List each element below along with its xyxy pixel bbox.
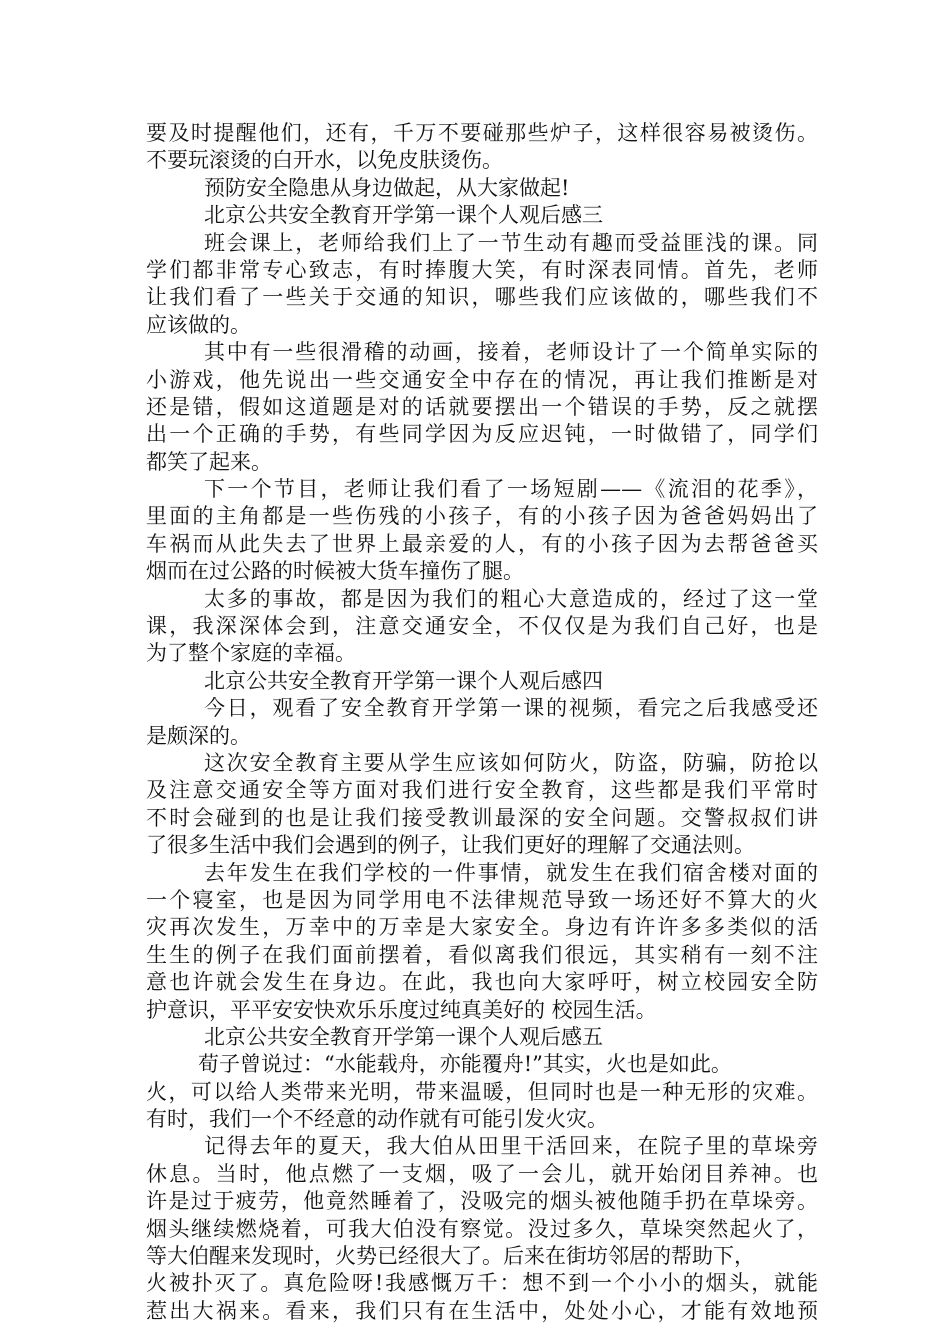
text-line: 里面的主角都是一些伤残的小孩子，有的小孩子因为爸爸妈妈出了 <box>146 504 818 529</box>
text-line: 学们都非常专心致志，有时捧腹大笑，有时深表同情。首先，老师 <box>146 257 818 282</box>
text-line: 不要玩滚烫的白开水，以免皮肤烫伤。 <box>146 148 503 173</box>
text-line: 惹出大祸来。看来，我们只有在生活中，处处小心，才能有效地预 <box>146 1298 818 1323</box>
text-line: 有时，我们一个不经意的动作就有可能引发火灾。 <box>146 1107 608 1132</box>
text-line: 不时会碰到的也是让我们接受教训最深的安全问题。交警叔叔们讲 <box>146 805 818 830</box>
text-line: 烟而在过公路的时候被大货车撞伤了腿。 <box>146 559 524 584</box>
text-line: 都笑了起来。 <box>146 449 272 474</box>
text-line: 班会课上，老师给我们上了一节生动有趣而受益匪浅的课。同 <box>204 230 818 255</box>
text-line: 荀子曾说过：“水能载舟，亦能覆舟!”其实，火也是如此。 <box>198 1052 732 1077</box>
text-line: 课，我深深体会到，注意交通安全，不仅仅是为我们自己好，也是 <box>146 614 818 639</box>
text-line: 要及时提醒他们，还有，千万不要碰那些炉子，这样很容易被烫伤。 <box>146 121 818 145</box>
text-line: 休息。当时，他点燃了一支烟，吸了一会儿，就开始闭目养神。也 <box>146 1161 818 1186</box>
text-line: 是颇深的。 <box>146 723 251 748</box>
text-line: 预防安全隐患从身边做起，从大家做起! <box>204 175 570 200</box>
text-line: 为了整个家庭的幸福。 <box>146 641 356 666</box>
text-line: 去年发生在我们学校的一件事情，就发生在我们宿舍楼对面的 <box>204 860 818 885</box>
text-line: 火，可以给人类带来光明，带来温暖，但同时也是一种无形的灾难。 <box>146 1079 818 1104</box>
text-line: 及注意交通安全等方面对我们进行安全教育，这些都是我们平常时 <box>146 778 818 803</box>
text-line: 应该做的。 <box>146 312 251 337</box>
text-line: 车祸而从此失去了世界上最亲爱的人，有的小孩子因为去帮爸爸买 <box>146 531 818 556</box>
text-line: 记得去年的夏天，我大伯从田里干活回来，在院子里的草垛旁 <box>204 1134 818 1159</box>
section-heading: 北京公共安全教育开学第一课个人观后感三 <box>204 203 603 228</box>
text-line: 今日，观看了安全教育开学第一课的视频，看完之后我感受还 <box>204 696 818 721</box>
text-line: 许是过于疲劳，他竟然睡着了，没吸完的烟头被他随手扔在草垛旁。 <box>146 1189 818 1214</box>
text-line: 出一个正确的手势，有些同学因为反应迟钝，一时做错了，同学们 <box>146 422 818 447</box>
text-line: 烟头继续燃烧着，可我大伯没有察觉。没过多久，草垛突然起火了， <box>146 1216 818 1241</box>
document-body <box>146 120 818 1325</box>
text-line: 灾再次发生，万幸中的万幸是大家安全。身边有许许多多类似的活 <box>146 915 818 940</box>
text-line: 生生的例子在我们面前摆着，看似离我们很远，其实稍有一刻不注 <box>146 942 818 967</box>
text-line: 下一个节目，老师让我们看了一场短剧——《流泪的花季》， <box>204 477 818 502</box>
text-line: 让我们看了一些关于交通的知识，哪些我们应该做的，哪些我们不 <box>146 285 818 310</box>
text-line: 火被扑灭了。真危险呀!我感慨万千：想不到一个小小的烟头，就能 <box>146 1271 818 1296</box>
text-line: 还是错，假如这道题是对的话就要摆出一个错误的手势，反之就摆 <box>146 394 818 419</box>
text-line: 这次安全教育主要从学生应该如何防火，防盗，防骗，防抢以 <box>204 750 818 775</box>
text-line: 意也许就会发生在身边。在此，我也向大家呼吁，树立校园安全防 <box>146 970 818 995</box>
text-line: 太多的事故，都是因为我们的粗心大意造成的，经过了这一堂 <box>204 586 818 611</box>
text-line: 了很多生活中我们会遇到的例子，让我们更好的理解了交通法则。 <box>146 833 755 858</box>
section-heading: 北京公共安全教育开学第一课个人观后感四 <box>204 668 603 693</box>
text-line: 其中有一些很滑稽的动画，接着，老师设计了一个简单实际的 <box>204 340 818 365</box>
text-line: 护意识，平平安安快欢乐乐度过纯真美好的 校园生活。 <box>146 997 657 1022</box>
text-line: 等大伯醒来发现时，火势已经很大了。后来在街坊邻居的帮助下， <box>146 1244 755 1269</box>
text-line: 小游戏，他先说出一些交通安全中存在的情况，再让我们推断是对 <box>146 367 818 392</box>
section-heading: 北京公共安全教育开学第一课个人观后感五 <box>204 1024 603 1049</box>
text-line: 一个寝室，也是因为同学用电不法律规范导致一场还好不算大的火 <box>146 887 818 912</box>
